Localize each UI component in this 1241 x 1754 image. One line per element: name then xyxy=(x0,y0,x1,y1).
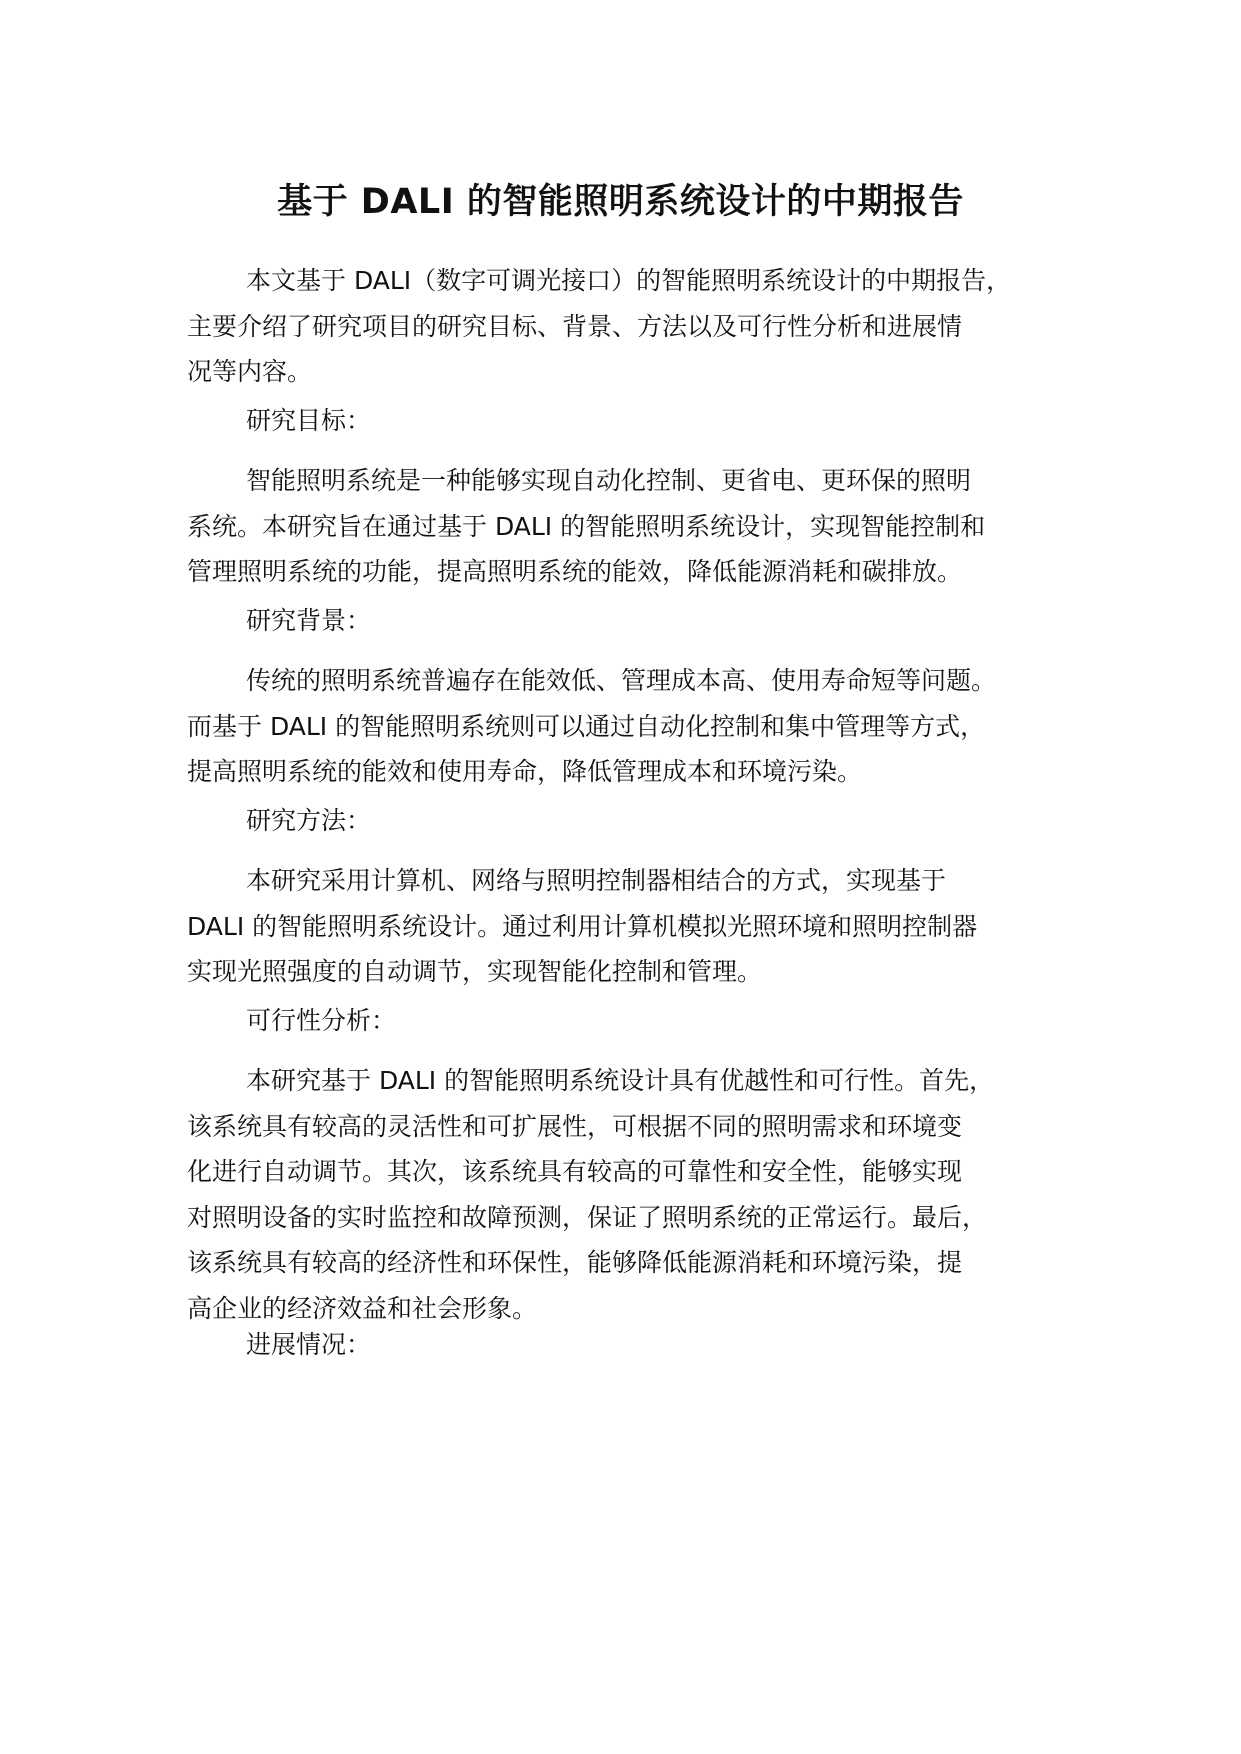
intro-paragraph xyxy=(187,258,1087,395)
feasibility-paragraph xyxy=(187,1058,1087,1331)
section-heading-text: 研究背景： xyxy=(246,606,372,635)
method-line: 本研究采用计算机、网络与照明控制器相结合的方式，实现基于 xyxy=(246,866,947,895)
background-line: 传统的照明系统普遍存在能效低、管理成本高、使用寿命短等问题。 xyxy=(246,666,997,695)
method-paragraph xyxy=(187,858,1087,995)
intro-line: 本文基于 DALI（数字可调光接口）的智能照明系统设计的中期报告， xyxy=(246,266,1012,295)
goal-line: 智能照明系统是一种能够实现自动化控制、更省电、更环保的照明 xyxy=(246,466,972,495)
intro-line: 况等内容。 xyxy=(187,357,313,386)
feasibility-line: 该系统具有较高的灵活性和可扩展性，可根据不同的照明需求和环境变 xyxy=(187,1111,963,1141)
background-line: 而基于 DALI 的智能照明系统则可以通过自动化控制和集中管理等方式， xyxy=(187,711,986,741)
method-line: 实现光照强度的自动调节，实现智能化控制和管理。 xyxy=(187,957,763,986)
feasibility-line: 对照明设备的实时监控和故障预测，保证了照明系统的正常运行。最后， xyxy=(187,1202,988,1232)
document-title: 基于 DALI 的智能照明系统设计的中期报告 xyxy=(277,182,964,222)
method-line: DALI 的智能照明系统设计。通过利用计算机模拟光照环境和照明控制器 xyxy=(187,911,978,941)
section-heading-feasibility xyxy=(187,998,1087,1044)
section-heading-text: 研究方法： xyxy=(246,806,372,835)
section-heading-text: 可行性分析： xyxy=(246,1006,397,1035)
background-paragraph xyxy=(187,658,1087,795)
feasibility-line: 本研究基于 DALI 的智能照明系统设计具有优越性和可行性。首先， xyxy=(246,1066,995,1095)
feasibility-line: 化进行自动调节。其次，该系统具有较高的可靠性和安全性，能够实现 xyxy=(187,1157,963,1186)
intro-line: 主要介绍了研究项目的研究目标、背景、方法以及可行性分析和进展情 xyxy=(187,311,963,341)
section-heading-text: 进展情况： xyxy=(246,1330,372,1359)
section-heading-background xyxy=(187,598,1087,644)
goal-paragraph xyxy=(187,458,1087,595)
goal-line: 管理照明系统的功能，提高照明系统的能效，降低能源消耗和碳排放。 xyxy=(187,557,963,586)
section-heading-goal xyxy=(187,398,1087,444)
section-heading-method xyxy=(187,798,1087,844)
section-heading-progress xyxy=(187,1322,1087,1368)
section-heading-text: 研究目标： xyxy=(246,406,372,435)
feasibility-line: 该系统具有较高的经济性和环保性，能够降低能源消耗和环境污染，提 xyxy=(187,1248,963,1277)
goal-line: 系统。本研究旨在通过基于 DALI 的智能照明系统设计，实现智能控制和 xyxy=(187,511,986,541)
background-line: 提高照明系统的能效和使用寿命，降低管理成本和环境污染。 xyxy=(187,757,863,786)
feasibility-line: 高企业的经济效益和社会形象。 xyxy=(187,1293,538,1323)
